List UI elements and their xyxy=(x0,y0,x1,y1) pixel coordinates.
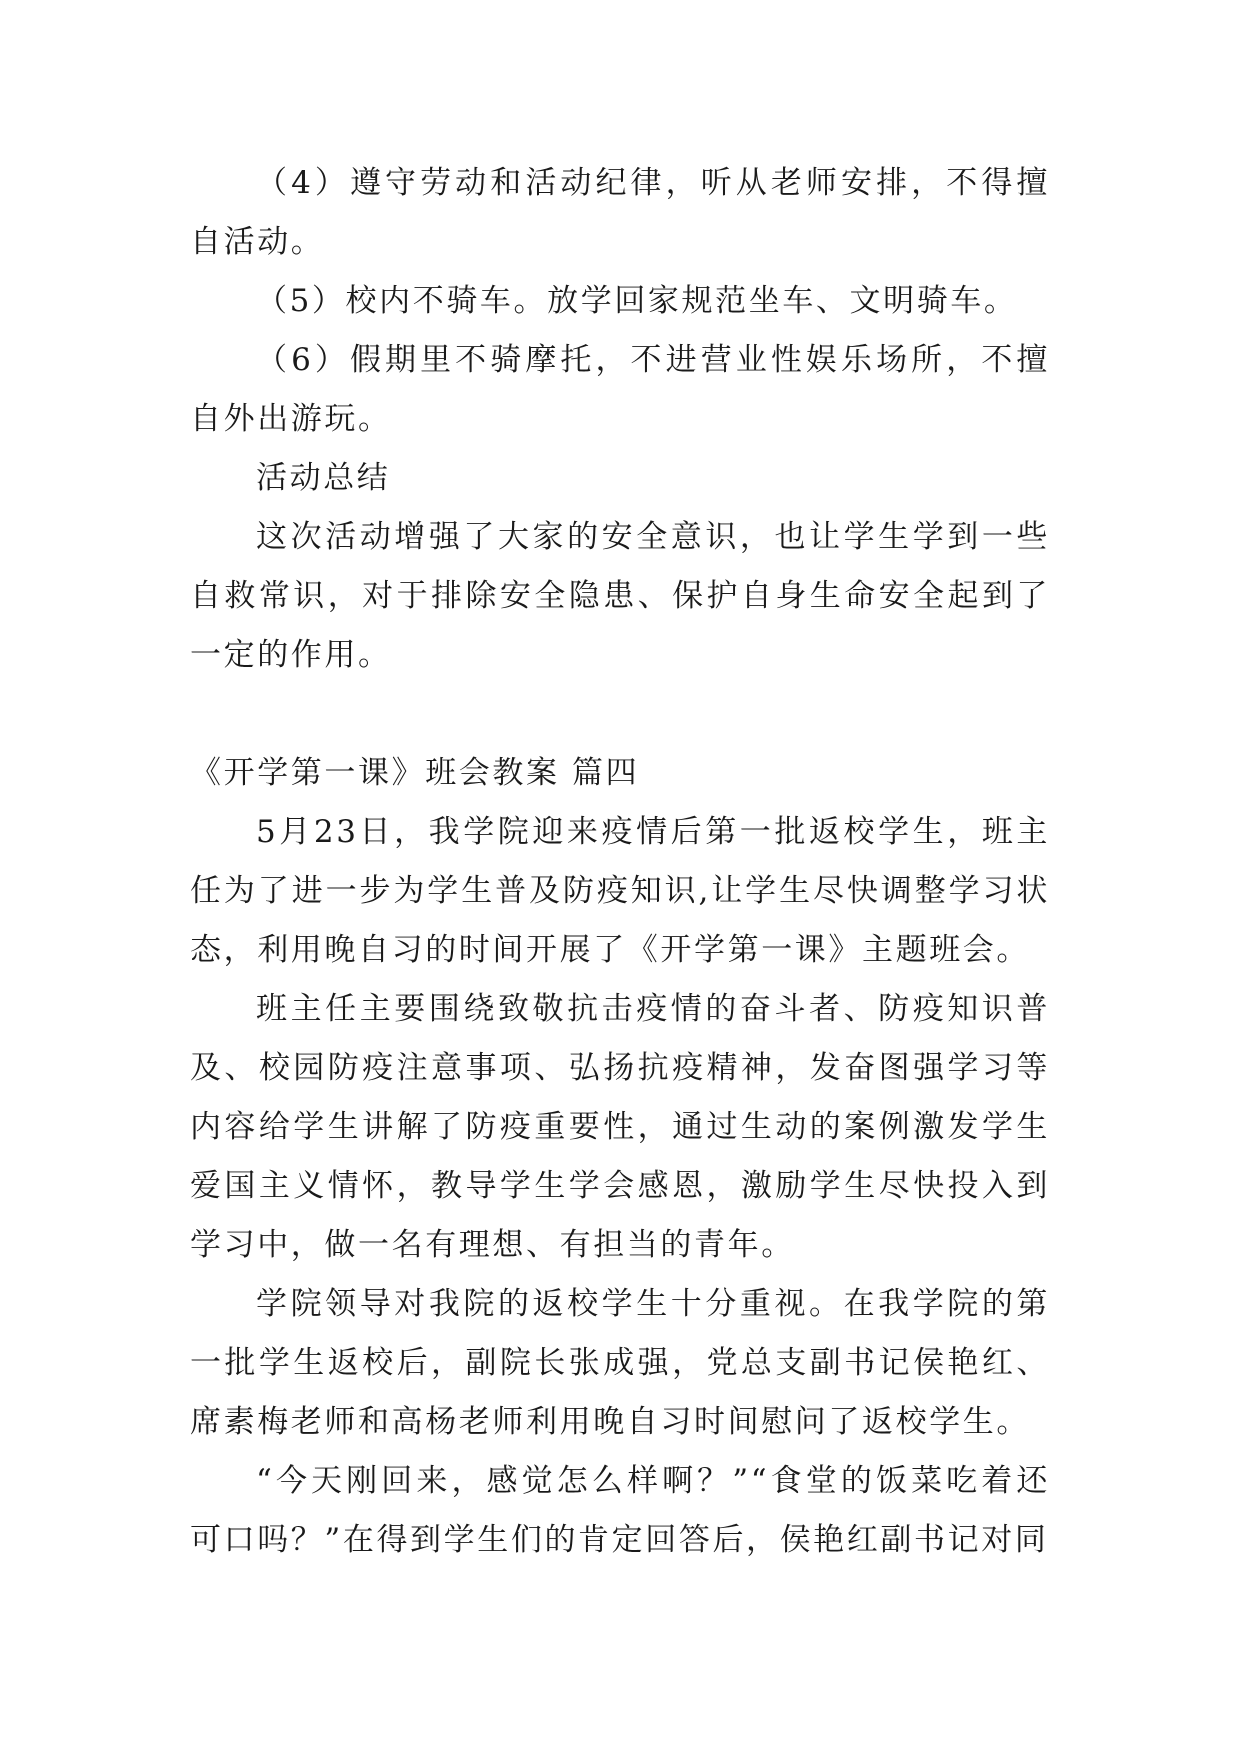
section-paragraph: 班主任主要围绕致敬抗击疫情的奋斗者、防疫知识普及、校园防疫注意事项、弘扬抗疫精神，发奋图强学习等内容给学生讲解了防疫重要性，通过生动的案例激发学生爱国主义情怀，教导学生学会感恩，激励学生尽快投入到学习中，做一名有理想、有担当的青年。 xyxy=(190,991,1050,1263)
activity-summary-heading: 活动总结 xyxy=(256,460,391,496)
paragraph-rule-4: （4）遵守劳动和活动纪律，听从老师安排，不得擅自活动。 xyxy=(190,165,1050,260)
paragraph-rule-5: （5）校内不骑车。放学回家规范坐车、文明骑车。 xyxy=(256,283,1018,319)
document-body xyxy=(190,154,1050,1570)
section-paragraph: “今天刚回来，感觉怎么样啊？”“食堂的饭菜吃着还可口吗？”在得到学生们的肯定回答后，侯艳红副书记对同 xyxy=(190,1463,1050,1558)
section-paragraph: 学院领导对我院的返校学生十分重视。在我学院的第一批学生返校后，副院长张成强，党总支副书记侯艳红、席素梅老师和高杨老师利用晚自习时间慰问了返校学生。 xyxy=(190,1286,1050,1440)
activity-summary-text: 这次活动增强了大家的安全意识，也让学生学到一些自救常识，对于排除安全隐患、保护自身生命安全起到了一定的作用。 xyxy=(190,519,1050,673)
section-paragraph: 5月23日，我学院迎来疫情后第一批返校学生，班主任为了进一步为学生普及防疫知识,让学生尽快调整学习状态，利用晚自习的时间开展了《开学第一课》主题班会。 xyxy=(190,814,1050,968)
paragraph-rule-6: （6）假期里不骑摩托，不进营业性娱乐场所，不擅自外出游玩。 xyxy=(190,342,1050,437)
section-title: 《开学第一课》班会教案 篇四 xyxy=(190,755,640,791)
